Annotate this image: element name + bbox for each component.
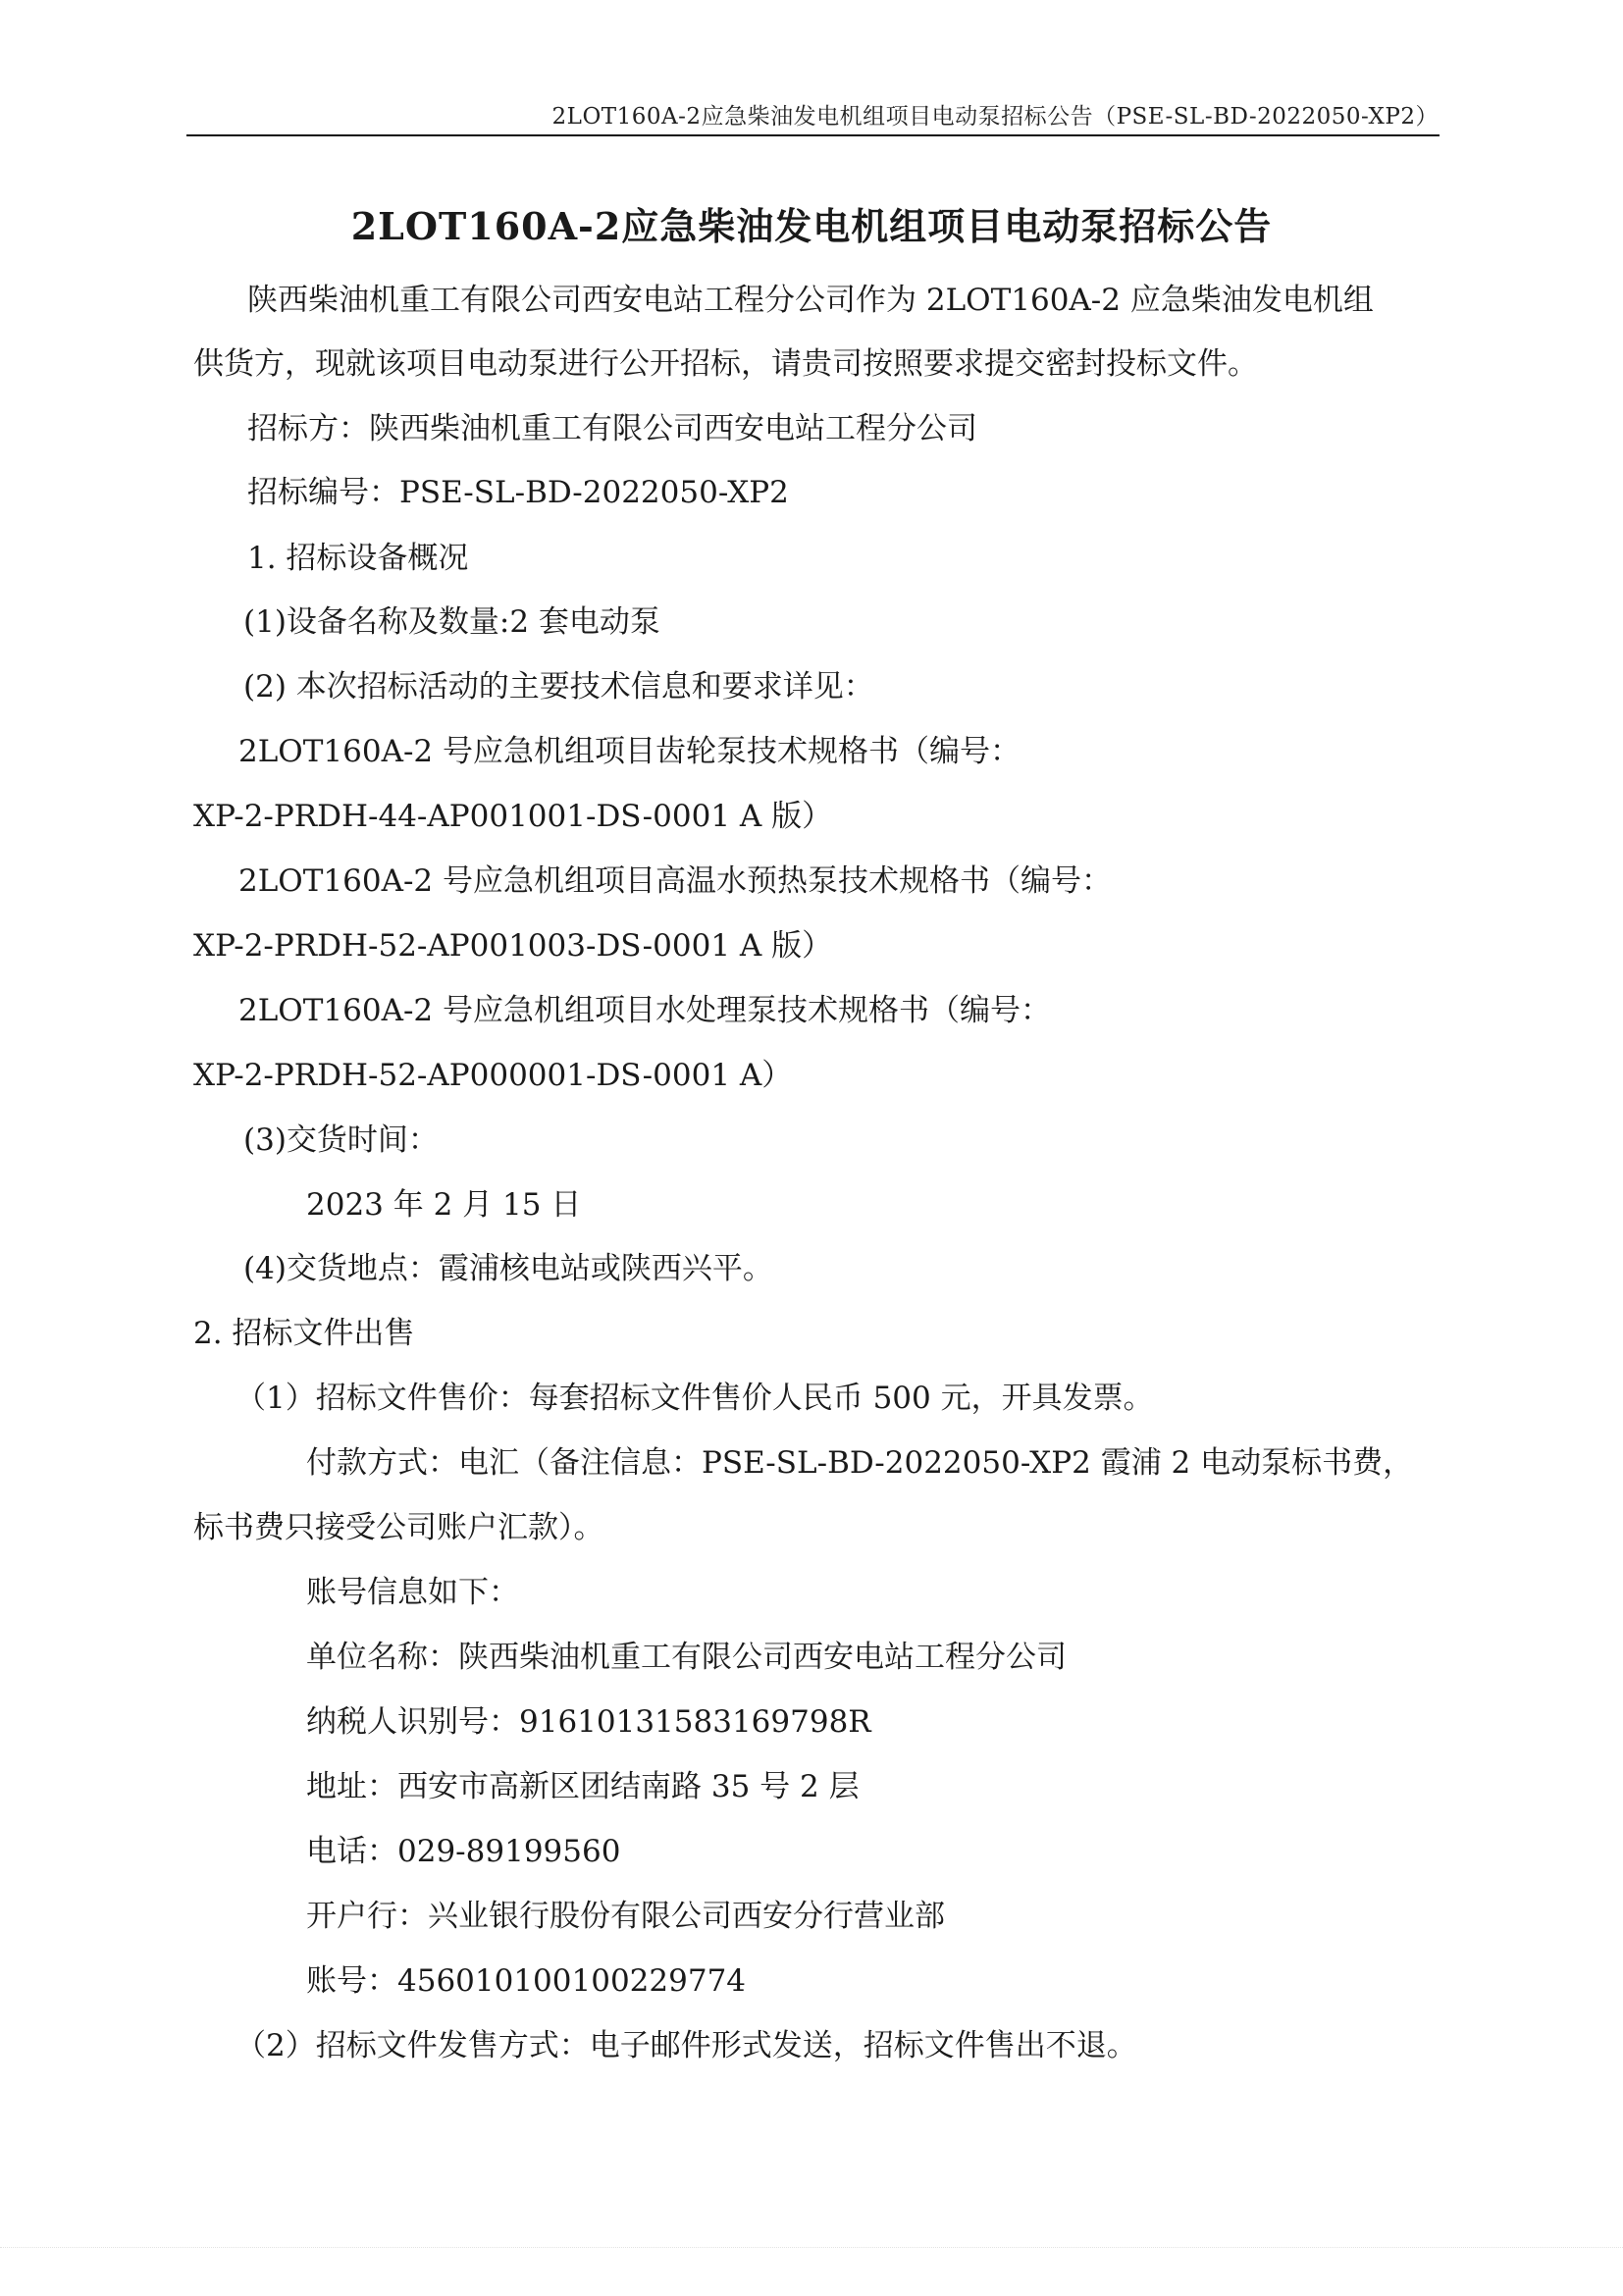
section-heading: 1. 招标设备概况 [247, 541, 469, 576]
spec-reference: XP-2-PRDH-52-AP000001-DS-0001 A） [193, 1058, 793, 1093]
account-info-item: 开户行：兴业银行股份有限公司西安分行营业部 [306, 1899, 945, 1934]
intro-paragraph-line: 供货方，现就该项目电动泵进行公开招标，请贵司按照要求提交密封投标文件。 [193, 346, 1258, 382]
account-info-item: 纳税人识别号：91610131583169798R [306, 1704, 871, 1740]
spec-reference: XP-2-PRDH-52-AP001003-DS-0001 A 版） [193, 928, 833, 964]
spec-reference: 2LOT160A-2 号应急机组项目水处理泵技术规格书（编号： [238, 993, 1052, 1028]
account-info-item: 账号：456010100100229774 [306, 1963, 747, 1999]
intro-paragraph-line: 陕西柴油机重工有限公司西安电站工程分公司作为 2LOT160A-2 应急柴油发电机组 [247, 283, 1374, 318]
spec-reference: 2LOT160A-2 号应急机组项目高温水预热泵技术规格书（编号： [238, 863, 1113, 899]
account-info-item: 单位名称：陕西柴油机重工有限公司西安电站工程分公司 [306, 1640, 1067, 1675]
spec-reference: 2LOT160A-2 号应急机组项目齿轮泵技术规格书（编号： [238, 734, 1021, 769]
list-item: （1）招标文件售价：每套招标文件售价人民币 500 元，开具发票。 [236, 1381, 1154, 1416]
account-info-heading: 账号信息如下： [306, 1575, 519, 1610]
spec-reference: XP-2-PRDH-44-AP001001-DS-0001 A 版） [193, 799, 833, 834]
account-info-item: 电话：029-89199560 [306, 1834, 621, 1869]
account-info-item: 地址：西安市高新区团结南路 35 号 2 层 [306, 1769, 860, 1804]
payment-method: 标书费只接受公司账户汇款）。 [193, 1510, 604, 1545]
list-item: (4)交货地点：霞浦核电站或陕西兴平。 [243, 1251, 773, 1286]
list-item: (1)设备名称及数量:2 套电动泵 [243, 604, 660, 640]
delivery-date: 2023 年 2 月 15 日 [306, 1187, 582, 1223]
scan-artifact-line [0, 2247, 1623, 2248]
page-title: 2LOT160A-2应急柴油发电机组项目电动泵招标公告 [350, 204, 1273, 248]
tendering-party: 招标方：陕西柴油机重工有限公司西安电站工程分公司 [247, 411, 977, 446]
list-item: (3)交货时间： [243, 1122, 439, 1158]
header-divider [186, 134, 1440, 136]
tender-number: 招标编号：PSE-SL-BD-2022050-XP2 [247, 475, 789, 510]
section-heading: 2. 招标文件出售 [193, 1316, 415, 1351]
list-item: （2）招标文件发售方式：电子邮件形式发送，招标文件售出不退。 [236, 2028, 1137, 2063]
running-header-title: 2LOT160A-2应急柴油发电机组项目电动泵招标公告（PSE-SL-BD-2022050-XP2） [551, 104, 1439, 130]
list-item: (2) 本次招标活动的主要技术信息和要求详见： [243, 669, 874, 704]
payment-method: 付款方式：电汇（备注信息：PSE-SL-BD-2022050-XP2 霞浦 2 电动泵标书费， [306, 1445, 1414, 1481]
